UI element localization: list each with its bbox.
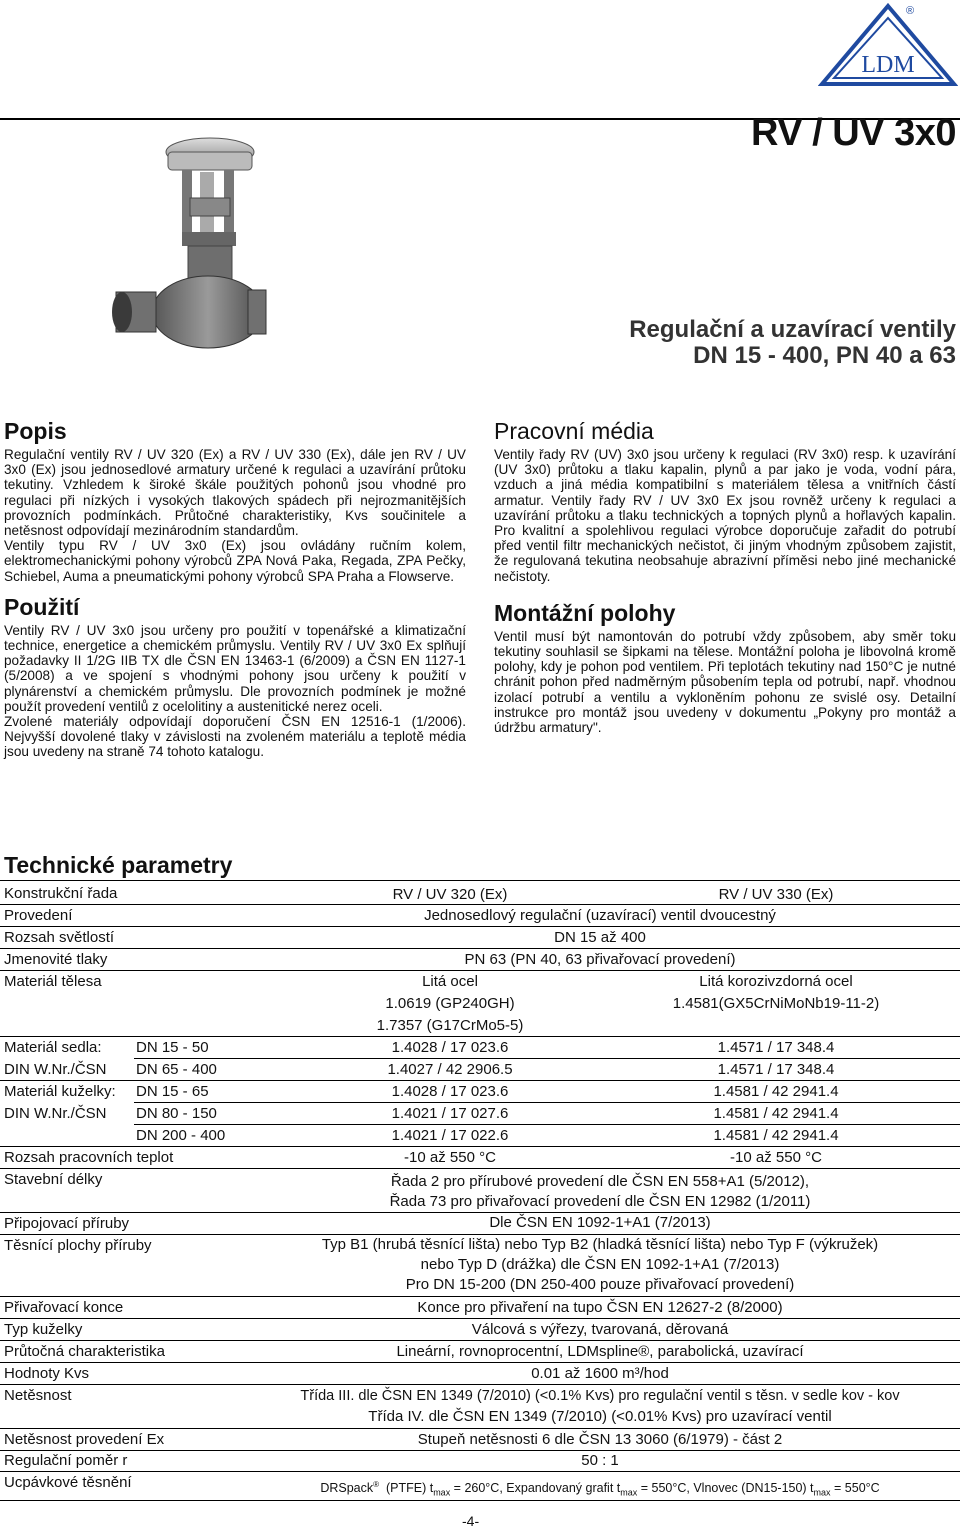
row-rozsah-value: DN 15 až 400: [554, 929, 646, 946]
row-priruby-value: Dle ČSN EN 1092-1+A1 (7/2013): [489, 1214, 711, 1231]
row-kvs-value: 0.01 až 1600 m³/hod: [531, 1365, 669, 1382]
ucpavky-sub-2: max: [620, 1487, 638, 1498]
row-divider: [0, 1384, 960, 1385]
bottom-rule: [0, 1500, 960, 1501]
row-delky-value-1: Řada 2 pro přírubové provedení dle ČSN EN 558+A1 (5/2012),: [390, 1173, 810, 1190]
valve-photo: [108, 132, 268, 358]
row-netesnost-ex-value: Stupeň netěsnosti 6 dle ČSN 13 3060 (6/1979) - část 2: [417, 1431, 783, 1448]
row-kuz-dn3: DN 200 - 400: [136, 1127, 226, 1144]
row-netesnost-value-1: Třída III. dle ČSN EN 1349 (7/2010) (<0.1% Kvs) pro regulační ventil s těsn. v sedle kov - kov: [300, 1388, 900, 1404]
row-sedla-dn2: DN 65 - 400: [136, 1061, 217, 1078]
page-number: -4-: [462, 1513, 480, 1529]
row-sedla-dn1-col2: 1.4571 / 17 348.4: [717, 1039, 835, 1056]
row-divider: [0, 1450, 960, 1451]
row-pomer-value: 50 : 1: [581, 1452, 619, 1469]
row-privar-label: Přivařovací konce: [4, 1299, 124, 1316]
pracovni-media-paragraph: Ventily řady RV (UV) 3x0 jsou určeny k regulaci (RV 3x0) resp. k uzavírání (UV 3x0) průtoku a tlaku kapalin, plynů a par jako je voda, vodní pára, vzduch a jiná média kompatibilní s materiálem tělesa a vnitřních částí armatur. Ventily řady RV / UV 3x0 Ex jsou rovněž určeny k regulaci a uzavírání průtoku a tlaku technických a topných plynů a hořlavých kapalin. Pro kvalitní a spolehlivou regulaci výrobce doporučuje zařadit do potrubí před ventil filtr mechanických nečistot, či jiným vhodným způsobem zajistit, že regulovaná tekutina neobsahuje abrazivní příměsi nebo jiné mechanické nečistoty.: [494, 447, 956, 584]
row-divider: [0, 1318, 960, 1319]
row-ucpavky-value: [250, 1476, 950, 1502]
ucpavky-part-d: = 550°C, Vlnovec (DN15-150) t: [637, 1481, 814, 1496]
ucpavky-sub-3: max: [813, 1487, 831, 1498]
row-din1-label: DIN W.Nr./ČSN: [4, 1061, 107, 1078]
row-tesnici-value-3: Pro DN 15-200 (DN 250-400 pouze přivařovací provedení): [405, 1276, 795, 1293]
row-tlaky-label: Jmenovité tlaky: [4, 951, 108, 968]
row-sedla-dn1-col1: 1.4028 / 17 023.6: [391, 1039, 509, 1056]
ucpavky-registered: ®: [373, 1480, 380, 1489]
row-din2-label: DIN W.Nr./ČSN: [4, 1105, 107, 1122]
row-divider: [134, 1102, 960, 1103]
row-prutocna-value: Lineární, rovnoprocentní, LDMspline®, parabolická, uzavírací: [396, 1343, 804, 1360]
row-divider: [0, 1146, 960, 1147]
row-rozsah-label: Rozsah světlostí: [4, 929, 115, 946]
row-kuz-dn1: DN 15 - 65: [136, 1083, 209, 1100]
row-telesa-col1-a: Litá ocel: [422, 973, 478, 990]
row-kuz-dn3-col1: 1.4021 / 17 022.6: [391, 1127, 509, 1144]
row-divider: [134, 1058, 960, 1059]
ldm-logo: [818, 0, 958, 86]
popis-paragraph-2: Ventily typu RV / UV 3x0 (Ex) jsou ovládány ručním kolem, elektromechanickými pohony výrobců ZPA Nová Paka, Regada, ZPA Pečky, Schiebel, Auma a pneumatickými pohony výrobců SPA Praha a Flowserve.: [4, 538, 466, 584]
logo-triangle-icon: [818, 0, 958, 86]
row-netesnost-label: Netěsnost: [4, 1387, 72, 1404]
row-kuz-dn2: DN 80 - 150: [136, 1105, 217, 1122]
row-tlaky-value: PN 63 (PN 40, 63 přivařovací provedení): [464, 951, 736, 968]
row-kuz-dn1-col2: 1.4581 / 42 2941.4: [713, 1083, 839, 1100]
row-konstrukcni-col1: RV / UV 320 (Ex): [392, 886, 508, 903]
row-kuzelky-typ-label: Typ kuželky: [4, 1321, 83, 1338]
row-divider: [134, 1124, 960, 1125]
row-telesa-col2-b: 1.4581(GX5CrNiMoNb19-11-2): [672, 995, 880, 1012]
row-provedeni-value: Jednosedlový regulační (uzavírací) ventil dvoucestný: [424, 907, 776, 924]
row-kuzelky-label: Materiál kuželky:: [4, 1083, 116, 1100]
row-prutocna-label: Průtočná charakteristika: [4, 1343, 165, 1360]
valve-image-icon: [108, 132, 268, 358]
row-konstrukcni-col2: RV / UV 330 (Ex): [718, 886, 834, 903]
ucpavky-part-c: = 260°C, Expandovaný grafit t: [450, 1481, 621, 1496]
pouziti-paragraph-1: Ventily RV / UV 3x0 jsou určeny pro použití v topenářské a klimatizační technice, energetice a chemickém průmyslu. Ventily RV / UV 3x0 Ex splňují požadavky II 1/2G IIB TX dle ČSN EN 13463-1 (6/2009) a ČSN EN 1127-1 (5/2008) a ve spojení s vhodnými pohony jsou určeny k použití v plynárenství a chemickém průmyslu. Dle provozních podmínek je možné použít provedení ventilů z ocelolitiny a austenitické nerez oceli.: [4, 622, 466, 714]
row-sedla-dn2-col1: 1.4027 / 42 2906.5: [387, 1061, 513, 1078]
montazni-polohy-paragraph: Ventil musí být namontován do potrubí vždy způsobem, aby směr toku tekutiny souhlasil se šipkami na tělese. Montážní poloha je libovolná kromě polohy, kdy je pohon pod ventilem. Při teplotách tekutiny nad 150°C je nutné chránit pohon před nadměrným působením tepla od potrubí, např. vhodnou izolací potrubí a ventilu a vykloněním pohonu ze svislé osy. Detailní instrukce pro montáž jsou uvedeny v dokumentu „Pokyny pro montáž a údržbu armatury".: [494, 628, 956, 736]
row-sedla-label: Materiál sedla:: [4, 1039, 102, 1056]
row-netesnost-value-2: Třída IV. dle ČSN EN 1349 (7/2010) (<0.01% Kvs) pro uzavírací ventil: [368, 1408, 832, 1425]
document-title: RV / UV 3x0: [750, 112, 956, 154]
logo-text: LDM: [861, 52, 915, 78]
row-divider: [0, 1168, 960, 1169]
row-pomer-label: Regulační poměr r: [4, 1452, 128, 1469]
ucpavky-part-a: DRSpack: [320, 1481, 374, 1496]
row-telesa-col1-b: 1.0619 (GP240GH): [385, 995, 515, 1012]
row-kuz-dn2-col2: 1.4581 / 42 2941.4: [713, 1105, 839, 1122]
row-divider: [0, 904, 960, 905]
row-divider: [0, 1296, 960, 1297]
row-kuz-dn1-col1: 1.4028 / 17 023.6: [391, 1083, 509, 1100]
row-divider: [0, 970, 960, 971]
row-konstrukcni-label: Konstrukční řada: [4, 885, 118, 902]
row-divider: [0, 1234, 960, 1235]
row-telesa-col2-a: Litá korozivzdorná ocel: [699, 973, 853, 990]
row-teplot-col2: -10 až 550 °C: [730, 1149, 822, 1166]
row-divider: [0, 948, 960, 949]
row-teplot-label: Rozsah pracovních teplot: [4, 1149, 174, 1166]
row-kuz-dn3-col2: 1.4581 / 42 2941.4: [713, 1127, 839, 1144]
row-divider: [0, 926, 960, 927]
pracovni-media-heading: Pracovní média: [494, 418, 654, 444]
ucpavky-sub-1: max: [433, 1487, 451, 1498]
subtitle-line-1: Regulační a uzavírací ventily: [629, 316, 956, 343]
row-privar-value: Konce pro přivaření na tupo ČSN EN 12627-2 (8/2000): [417, 1299, 783, 1316]
popis-paragraph-1: Regulační ventily RV / UV 320 (Ex) a RV / UV 330 (Ex), dále jen RV / UV 3x0 (Ex) jsou jednosedlové armatury určené k regulaci a uzavírání průtoku tekutiny. Vzhledem k široké škále použitých pohonů jsou vhodné pro regulaci při nízkých i vysokých tlakových spádech při nejrozmanitějších provozních podmínkách. Průtočné charakteristiky, Kvs součinitele a netěsnost odpovídají mezinárodním standardům.: [4, 447, 466, 539]
row-provedeni-label: Provedení: [4, 907, 73, 924]
row-telesa-col1-c: 1.7357 (G17CrMo5-5): [376, 1017, 524, 1034]
row-divider: [0, 1340, 960, 1341]
row-sedla-dn2-col2: 1.4571 / 17 348.4: [717, 1061, 835, 1078]
row-divider: [0, 1471, 960, 1472]
row-teplot-col1: -10 až 550 °C: [404, 1149, 496, 1166]
row-delky-label: Stavební délky: [4, 1171, 103, 1188]
ucpavky-part-b: (PTFE) t: [385, 1481, 434, 1496]
tech-params-title: Technické parametry: [4, 852, 233, 878]
row-netesnost-ex-label: Netěsnost provedení Ex: [4, 1431, 165, 1448]
subtitle-line-2: DN 15 - 400, PN 40 a 63: [693, 342, 956, 369]
row-kuzelky-typ-value: Válcová s výřezy, tvarovaná, děrovaná: [471, 1321, 729, 1338]
row-tesnici-label: Těsnící plochy příruby: [4, 1237, 152, 1254]
row-kvs-label: Hodnoty Kvs: [4, 1365, 90, 1382]
pouziti-heading: Použití: [4, 593, 80, 620]
row-kuz-dn2-col1: 1.4021 / 17 027.6: [391, 1105, 509, 1122]
right-column: [494, 418, 956, 735]
left-column: [4, 418, 466, 760]
row-tesnici-value-2: nebo Typ D (drážka) dle ČSN EN 1092-1+A1 (7/2013): [420, 1256, 780, 1273]
row-divider: [0, 1362, 960, 1363]
row-divider: [0, 1428, 960, 1429]
row-sedla-dn1: DN 15 - 50: [136, 1039, 209, 1056]
montazni-polohy-heading: Montážní polohy: [494, 599, 676, 626]
ucpavky-part-e: = 550°C: [830, 1481, 880, 1496]
row-divider: [0, 1080, 960, 1081]
row-divider: [0, 1036, 960, 1037]
pouziti-paragraph-2: Zvolené materiály odpovídají doporučení ČSN EN 12516-1 (1/2006). Nejvyšší dovolené tlaky v závislosti na zvoleném materiálu a teplotě média jsou uvedeny na straně 74 tohoto katalogu.: [4, 714, 466, 760]
row-telesa-label: Materiál tělesa: [4, 973, 102, 990]
row-priruby-label: Připojovací příruby: [4, 1215, 130, 1232]
row-ucpavky-label: Ucpávkové těsnění: [4, 1474, 132, 1491]
row-delky-value-2: Řada 73 pro přivařovací provedení dle ČSN EN 12982 (1/2011): [389, 1193, 811, 1210]
popis-heading: Popis: [4, 418, 67, 444]
tech-params-top-rule: [0, 880, 960, 881]
row-divider: [0, 1212, 960, 1213]
row-tesnici-value-1: Typ B1 (hrubá těsnící lišta) nebo Typ B2 (hladká těsnící lišta) nebo Typ F (výkružek): [321, 1236, 879, 1253]
logo-registered-mark: ®: [906, 5, 915, 17]
